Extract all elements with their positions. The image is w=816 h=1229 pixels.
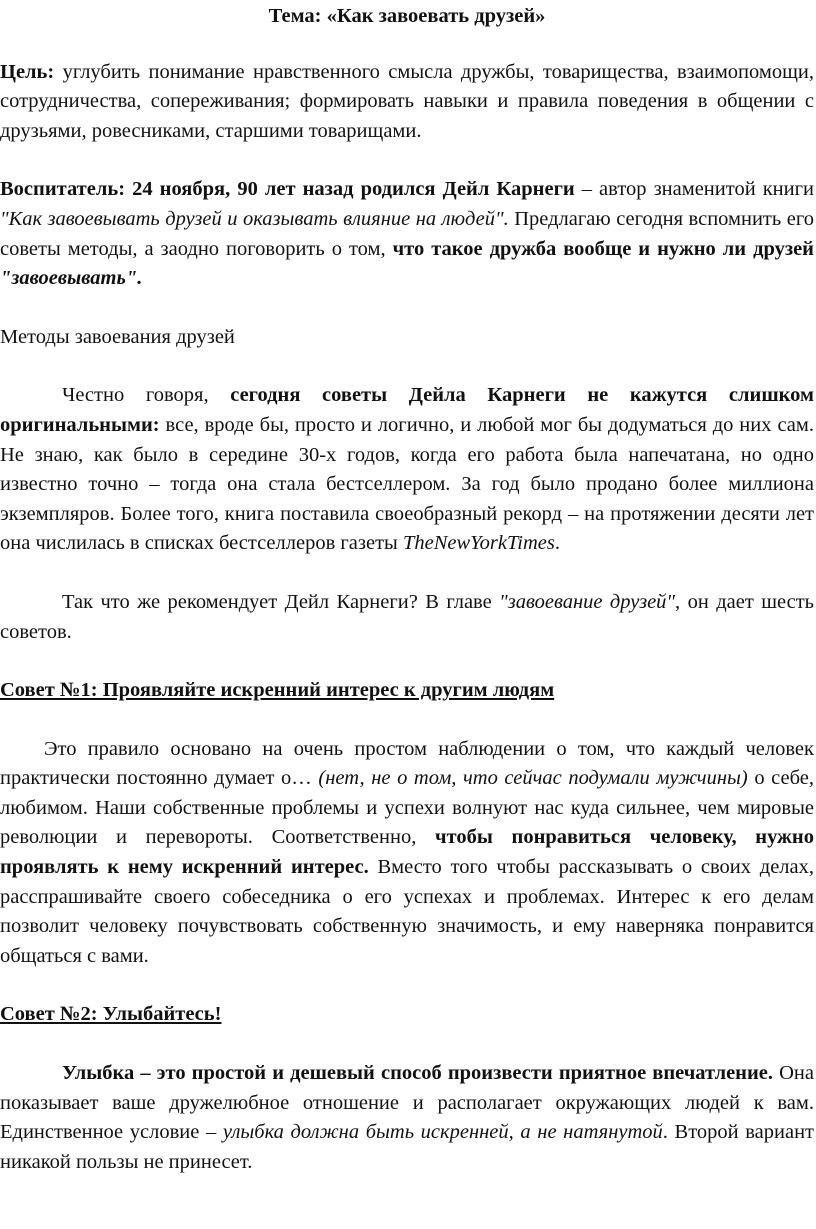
- teacher-text-2: Предлагаю сегодня вспомнить его советы методы, а заодно поговорить о том,: [0, 207, 814, 260]
- advice-1-heading: Совет №1: Проявляйте искренний интерес к другим людям: [0, 679, 555, 702]
- advice-2-heading: Совет №2: Улыбайтесь!: [0, 1003, 222, 1026]
- teacher-question: что такое дружба вообще и нужно ли друзей: [392, 237, 814, 260]
- honest-text-2: все, вроде бы, просто и логично, и любой мог бы додуматься до них сам. Не знаю, как было в середине 30-х годов, когда его работа была напечатана, но одно известно точно – тогда она стала бестселлером. За год было продано более миллиона экземпляров. Более того, книга поставила своеобразный рекорд – на протяжении десяти лет она числилась в списках бестселлеров газеты: [0, 413, 814, 555]
- methods-title: Методы завоевания друзей: [0, 325, 235, 348]
- advice-1-text-2: о себе, любимом. Наши собственные проблемы и успехи волнуют нас куда сильнее, чем мировые революции и перевороты. Соответственно,: [0, 767, 814, 849]
- recommend-paragraph: [0, 588, 814, 647]
- teacher-paragraph: [0, 175, 814, 293]
- page-title: Тема: «Как завоевать друзей»: [268, 5, 546, 27]
- advice-1-text-3: Вместо того чтобы рассказывать о своих делах, расспрашивайте своего собеседника о его успехах и проблемах. Интерес к его делам позволит человеку почувствовать собственную значимость, и ему наверняка понравится общаться с вами.: [0, 856, 815, 967]
- advice-1-paragraph: [0, 735, 814, 972]
- newspaper-name: TheNewYorkTimes: [402, 532, 555, 555]
- advice-2-text-1: Она показывает ваше дружелюбное отношение и располагает окружающих людей к вам. Единственное условие –: [0, 1062, 815, 1144]
- advice-2-bold: Улыбка – это простой и дешевый способ произвести приятное впечатление.: [62, 1062, 774, 1085]
- advice-1-text-1: Это правило основано на очень простом наблюдении о том, что каждый человек практически постоянно думает о…: [0, 737, 814, 790]
- teacher-text-1: – автор знаменитой книги: [574, 178, 814, 201]
- goal-paragraph: [0, 58, 814, 147]
- honest-paragraph: [0, 381, 814, 559]
- advice-2-text-2: . Второй вариант никакой пользы не принесет.: [0, 1121, 814, 1173]
- advice-1-bold: чтобы понравиться человеку, нужно проявлять к нему искренний интерес.: [0, 826, 814, 879]
- teacher-intro: Воспитатель: 24 ноября, 90 лет назад родился Дейл Карнеги: [0, 178, 575, 201]
- chapter-name: "завоевание друзей": [499, 590, 676, 613]
- goal-label: Цель:: [0, 60, 55, 83]
- teacher-question-word: "завоевывать".: [0, 267, 143, 290]
- advice-1-italic: (нет, не о том, что сейчас подумали мужчины): [318, 767, 748, 790]
- goal-text: углубить понимание нравственного смысла дружбы, товарищества, взаимопомощи, сотрудничества, сопереживания; формировать навыки и правила поведения в общении с друзьями, ровесниками, старшими товарищами.: [0, 60, 814, 142]
- recommend-text-2: , он дает шесть советов.: [0, 590, 815, 643]
- advice-2-italic: улыбка должна быть искренней, а не натянутой: [222, 1121, 663, 1144]
- advice-2-paragraph: [0, 1059, 814, 1177]
- book-title: "Как завоевывать друзей и оказывать влияние на людей".: [0, 207, 509, 230]
- honest-bold: сегодня советы Дейла Карнеги не кажутся слишком оригинальными:: [0, 384, 814, 436]
- honest-text-1: Честно говоря,: [62, 384, 231, 407]
- honest-text-3: .: [554, 532, 560, 555]
- recommend-text-1: Так что же рекомендует Дейл Карнеги? В главе: [62, 590, 500, 613]
